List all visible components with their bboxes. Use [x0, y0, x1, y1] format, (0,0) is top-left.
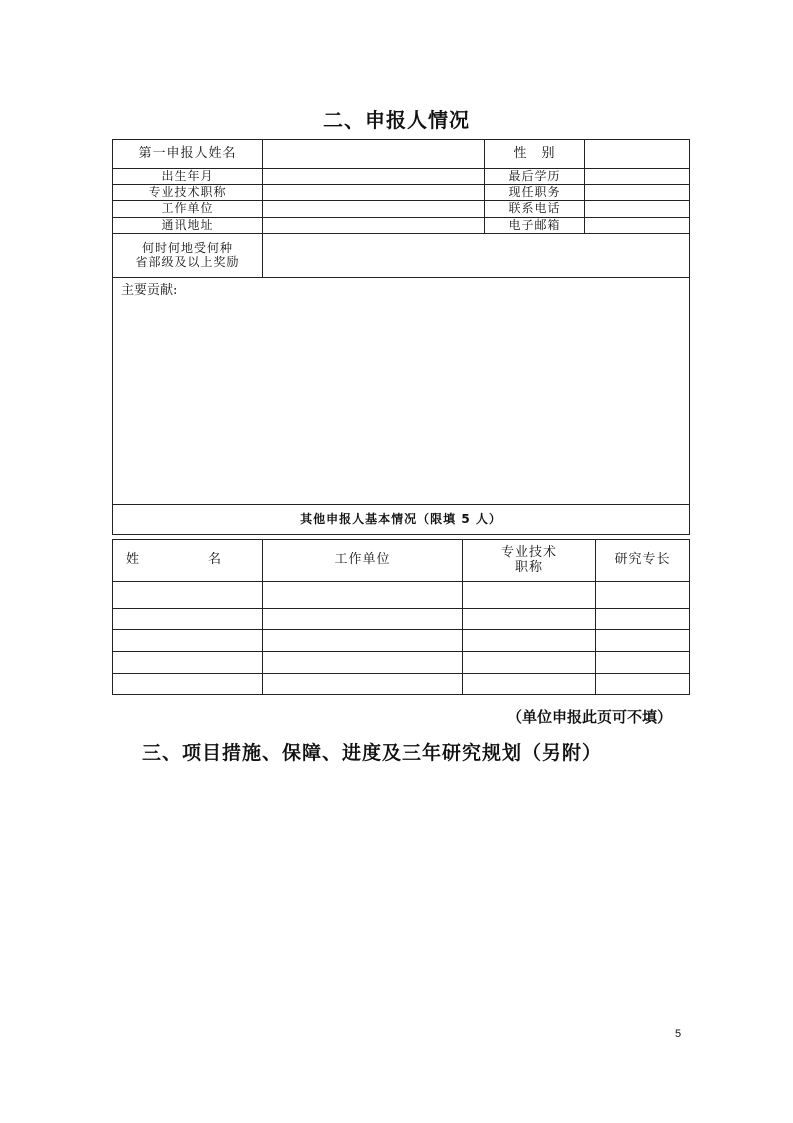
first-applicant-name-label: 第一申报人姓名: [113, 140, 263, 169]
award-label: [113, 234, 263, 278]
professional-title-field[interactable]: [263, 185, 485, 201]
address-field[interactable]: [263, 218, 485, 234]
education-label: 最后学历: [485, 169, 585, 185]
unit-application-note: （单位申报此页可不填）: [506, 708, 672, 726]
col-header-unit: 工作单位: [263, 540, 463, 582]
cell-title[interactable]: [463, 674, 596, 695]
cell-name[interactable]: [113, 630, 263, 652]
birth-date-label: 出生年月: [113, 169, 263, 185]
work-unit-label: 工作单位: [113, 201, 263, 218]
cell-unit[interactable]: [263, 652, 463, 674]
other-applicants-header: 其他申报人基本情况（限填 5 人）: [113, 505, 690, 535]
cell-name[interactable]: [113, 609, 263, 630]
cell-unit[interactable]: [263, 609, 463, 630]
cell-name[interactable]: [113, 582, 263, 609]
phone-field[interactable]: [585, 201, 690, 218]
main-contribution-field[interactable]: [113, 278, 690, 505]
cell-specialty[interactable]: [596, 609, 690, 630]
work-unit-field[interactable]: [263, 201, 485, 218]
section-2-title: 二、申报人情况: [323, 108, 470, 132]
cell-name[interactable]: [113, 652, 263, 674]
cell-specialty[interactable]: [596, 630, 690, 652]
award-label-line1: 何时何地受何种: [141, 241, 233, 256]
email-field[interactable]: [585, 218, 690, 234]
cell-title[interactable]: [463, 630, 596, 652]
table-row: [113, 582, 690, 609]
phone-label: 联系电话: [485, 201, 585, 218]
main-contribution-label: 主要贡献:: [121, 283, 178, 298]
current-position-label: 现任职务: [485, 185, 585, 201]
cell-specialty[interactable]: [596, 674, 690, 695]
cell-unit[interactable]: [263, 630, 463, 652]
col-header-name: 姓 名: [113, 540, 263, 582]
col-header-specialty: 研究专长: [596, 540, 690, 582]
table-row: [113, 630, 690, 652]
section-3-title: 三、项目措施、保障、进度及三年研究规划（另附）: [142, 742, 603, 764]
award-field[interactable]: [263, 234, 690, 278]
cell-title[interactable]: [463, 582, 596, 609]
table-row: [113, 609, 690, 630]
cell-unit[interactable]: [263, 582, 463, 609]
cell-specialty[interactable]: [596, 652, 690, 674]
col-header-title: [463, 540, 596, 582]
award-label-line2: 省部级及以上奖励: [135, 254, 240, 269]
cell-title[interactable]: [463, 652, 596, 674]
address-label: 通讯地址: [113, 218, 263, 234]
gender-field[interactable]: [585, 140, 690, 169]
cell-unit[interactable]: [263, 674, 463, 695]
birth-date-field[interactable]: [263, 169, 485, 185]
education-field[interactable]: [585, 169, 690, 185]
col-header-title-line2: 职称: [514, 559, 543, 575]
col-header-title-line1: 专业技术: [500, 545, 557, 561]
current-position-field[interactable]: [585, 185, 690, 201]
cell-title[interactable]: [463, 609, 596, 630]
table-row: [113, 674, 690, 695]
cell-name[interactable]: [113, 674, 263, 695]
professional-title-label: 专业技术职称: [113, 185, 263, 201]
table-row: [113, 652, 690, 674]
email-label: 电子邮箱: [485, 218, 585, 234]
gender-label: 性 别: [485, 140, 585, 169]
cell-specialty[interactable]: [596, 582, 690, 609]
page-number: 5: [675, 1028, 682, 1040]
other-applicants-table: [112, 539, 690, 695]
applicant-info-table: [112, 139, 690, 535]
first-applicant-name-field[interactable]: [263, 140, 485, 169]
